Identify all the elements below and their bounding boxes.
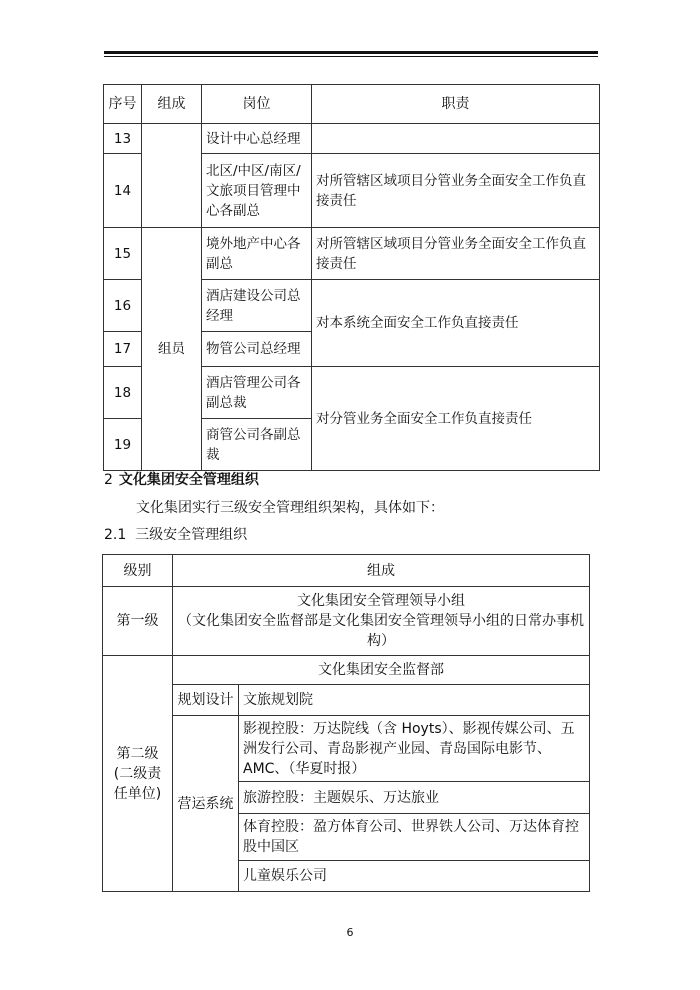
ops-item: 体育控股：盈方体育公司、世界铁人公司、万达体育控股中国区 — [239, 814, 590, 861]
row-duty: 对所管辖区域项目分管业务全面安全工作负直接责任 — [312, 154, 600, 228]
level1-composition — [173, 587, 590, 656]
row-post: 设计中心总经理 — [202, 124, 312, 154]
header-no: 序号 — [104, 85, 142, 124]
three-level-org-table — [102, 554, 590, 892]
header-duty: 职责 — [312, 85, 600, 124]
planning-row — [103, 685, 590, 716]
level1-label: 第一级 — [103, 587, 173, 656]
level2-dept-row — [103, 656, 590, 685]
table-header-row — [103, 555, 590, 587]
header-level: 级别 — [103, 555, 173, 587]
section-number: 2 — [104, 472, 113, 488]
subsection-heading — [104, 525, 247, 545]
ops-item: 旅游控股：主题娱乐、万达旅业 — [239, 782, 590, 814]
header-post: 岗位 — [202, 85, 312, 124]
subsection-title: 三级安全管理组织 — [135, 527, 248, 543]
level1-line2: （文化集团安全监督部是文化集团安全管理领导小组的日常办事机构） — [178, 613, 584, 649]
row-no: 13 — [104, 124, 142, 154]
row-no: 18 — [104, 367, 142, 419]
row-duty: 对分管业务全面安全工作负直接责任 — [312, 367, 600, 471]
row-post: 商管公司各副总裁 — [202, 419, 312, 471]
header-composition: 组成 — [173, 555, 590, 587]
section-intro: 文化集团实行三级安全管理组织架构，具体如下： — [136, 500, 444, 516]
row-duty — [312, 124, 600, 154]
planning-label: 规划设计 — [173, 685, 239, 716]
table-header-row — [104, 85, 600, 124]
level1-line1: 文化集团安全管理领导小组 — [297, 593, 465, 609]
header-rule-thin — [104, 56, 598, 57]
row-post: 境外地产中心各副总 — [202, 228, 312, 280]
table-row — [104, 228, 600, 280]
ops-item: 影视控股：万达院线（含 Hoyts）、影视传媒公司、五洲发行公司、青岛影视产业园、青岛国际电影节、AMC、（华夏时报） — [239, 716, 590, 782]
header-rule-thick — [104, 51, 598, 54]
ops-label: 营运系统 — [173, 716, 239, 892]
group-label: 组员 — [142, 228, 202, 471]
row-post: 酒店建设公司总经理 — [202, 280, 312, 332]
level1-row — [103, 587, 590, 656]
section-heading — [104, 470, 259, 490]
planning-value: 文旅规划院 — [239, 685, 590, 716]
ops-row — [103, 716, 590, 782]
row-duty: 对所管辖区域项目分管业务全面安全工作负直接责任 — [312, 228, 600, 280]
row-no: 19 — [104, 419, 142, 471]
page-number: 6 — [346, 926, 354, 939]
row-no: 16 — [104, 280, 142, 332]
level2-label: 第二级(二级责任单位) — [103, 656, 173, 892]
row-no: 15 — [104, 228, 142, 280]
row-no: 14 — [104, 154, 142, 228]
member-duty-table — [103, 84, 600, 471]
header-group: 组成 — [142, 85, 202, 124]
level2-dept: 文化集团安全监督部 — [173, 656, 590, 685]
ops-item: 儿童娱乐公司 — [239, 861, 590, 892]
row-duty: 对本系统全面安全工作负直接责任 — [312, 280, 600, 367]
row-post: 物管公司总经理 — [202, 332, 312, 367]
subsection-number: 2.1 — [104, 527, 127, 543]
row-post: 酒店管理公司各副总裁 — [202, 367, 312, 419]
row-post: 北区/中区/南区/文旅项目管理中心各副总 — [202, 154, 312, 228]
section-title: 文化集团安全管理组织 — [118, 472, 259, 488]
group-cell-empty — [142, 124, 202, 228]
table-row — [104, 124, 600, 154]
row-no: 17 — [104, 332, 142, 367]
